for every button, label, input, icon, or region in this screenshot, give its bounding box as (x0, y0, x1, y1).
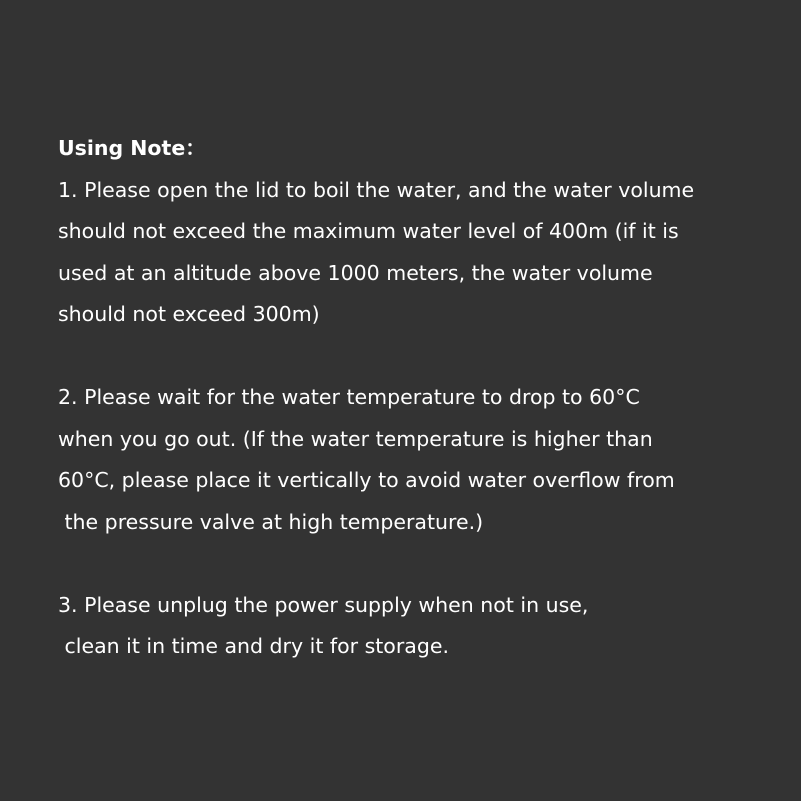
note-1-line-4: should not exceed 300m) (58, 302, 320, 326)
note-1-line-2: should not exceed the maximum water level of 400m (if it is (58, 219, 679, 243)
note-3-line-1: 3. Please unplug the power supply when not in use, (58, 592, 589, 617)
note-2 (58, 377, 778, 543)
note-3 (58, 585, 778, 668)
note-2-line-1: 2. Please wait for the water temperature to drop to 60°C (58, 385, 640, 409)
note-2-line-3: 60°C, please place it vertically to avoid water overflow from (58, 468, 675, 492)
note-2-line-2: when you go out. (If the water temperature is higher than (58, 426, 653, 451)
note-1 (58, 170, 778, 336)
paragraph-spacer (58, 543, 778, 585)
notes-heading: Using Note： (58, 136, 206, 160)
note-3-line-2: clean it in time and dry it for storage. (58, 634, 449, 658)
note-1-line-1: 1. Please open the lid to boil the water, and the water volume (58, 177, 695, 202)
note-2-line-4: the pressure valve at high temperature.) (58, 509, 484, 534)
note-1-line-3: used at an altitude above 1000 meters, the water volume (58, 260, 653, 285)
usage-notes (58, 128, 778, 668)
paragraph-spacer (58, 336, 778, 378)
